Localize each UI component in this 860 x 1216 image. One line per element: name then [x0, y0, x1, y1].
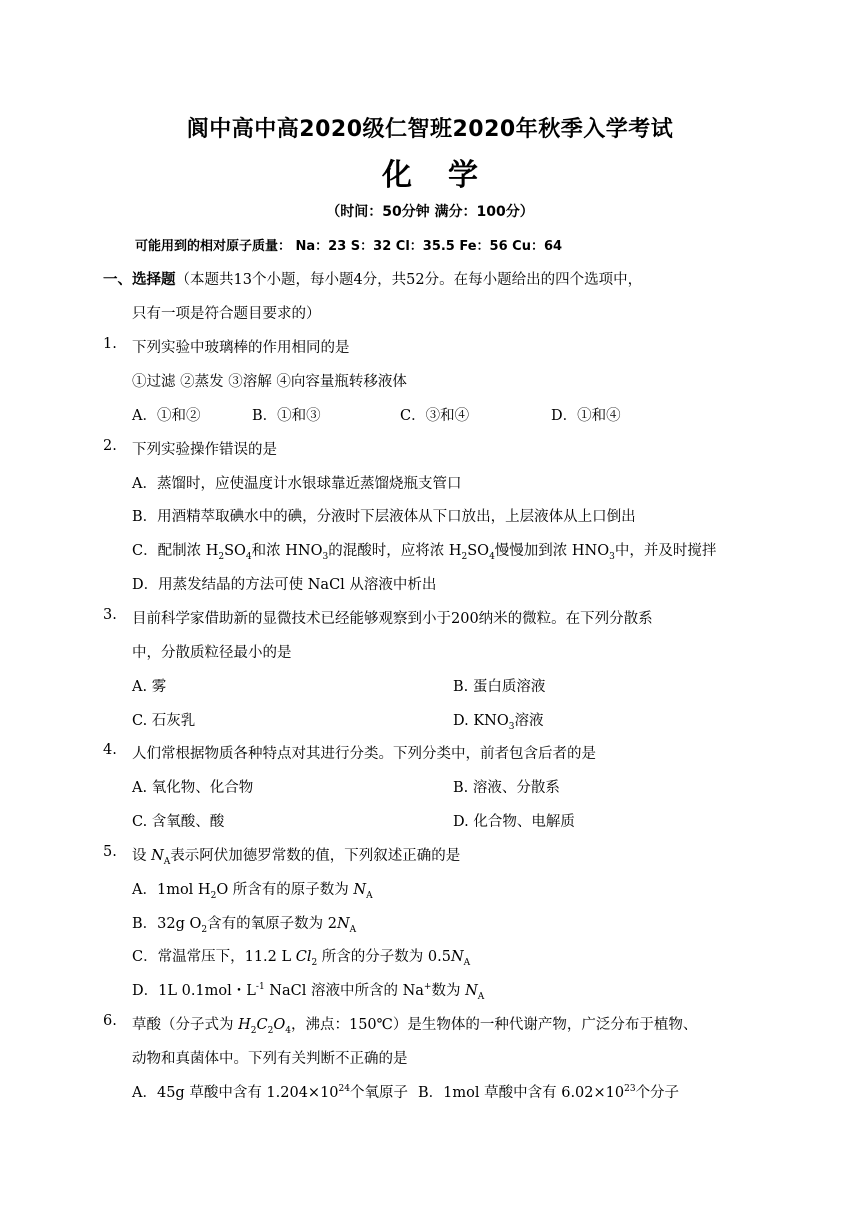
option-d	[453, 709, 543, 730]
avogadro-symbol: N	[336, 916, 350, 932]
question-number: 1.	[103, 336, 117, 352]
subscript: 4	[285, 1025, 291, 1036]
option-d: D．①和④	[551, 408, 621, 424]
text: A．45g 草酸中含有 1.204×10	[132, 1085, 339, 1101]
subscript: 2	[461, 551, 468, 562]
formula-element: O	[273, 1017, 286, 1033]
section-intro-1: （本题共13个小题，每小题4分，共52分。在每小题给出的四个选项中，	[175, 272, 643, 288]
option-c: C. 石灰乳	[132, 713, 196, 729]
subscript: 4	[489, 551, 495, 562]
option-b: B．①和③	[252, 408, 321, 424]
option-d: D．用蒸发结晶的方法可使 NaCl 从溶液中析出	[132, 577, 437, 593]
superscript: 24	[338, 1084, 350, 1095]
text: SO	[467, 543, 490, 559]
option-a	[132, 1081, 408, 1102]
text: O 所含有的原子数为	[216, 882, 354, 898]
subscript: A	[349, 924, 357, 935]
question-number: 6.	[103, 1013, 117, 1029]
question-items: ①过滤 ②蒸发 ③溶解 ④向容量瓶转移液体	[132, 374, 407, 390]
exam-title: 阆中高中高2020级仁智班2020年秋季入学考试	[186, 117, 674, 142]
subscript: 3	[609, 551, 615, 562]
option-a: A. 雾	[132, 679, 167, 695]
text: C．常温常压下，11.2 L	[132, 949, 296, 965]
option-b: B. 蛋白质溶液	[453, 679, 546, 695]
text: SO	[224, 543, 246, 559]
section-label: 一、选择题	[103, 272, 176, 288]
question-number: 4.	[103, 742, 117, 758]
option-a: A．蒸馏时，应使温度计水银球靠近蒸馏烧瓶支管口	[132, 476, 462, 492]
option-a: A. 氧化物、化合物	[132, 780, 254, 796]
option-b: B. 溶液、分散系	[453, 780, 560, 796]
superscript: 23	[624, 1084, 636, 1095]
subscript: 3	[322, 551, 329, 562]
atomic-mass-line: 可能用到的相对原子质量： Na：23 S：32 Cl：35.5 Fe：56 Cu：64	[135, 239, 563, 254]
question-stem: 下列实验中玻璃棒的作用相同的是	[132, 340, 350, 356]
text: 设	[132, 848, 152, 864]
text: D．1L 0.1mol・L	[132, 983, 256, 999]
subscript: 2	[218, 551, 225, 562]
text: C．配制浓 H	[132, 543, 219, 559]
formula-element: H	[238, 1017, 251, 1033]
question-stem-cont: 动物和真菌体中。下列有关判断不正确的是	[132, 1051, 408, 1067]
subscript: 2	[311, 957, 318, 968]
subscript: 2	[250, 1025, 257, 1036]
avogadro-symbol: N	[465, 983, 478, 999]
text: ，沸点：150℃）是生物体的一种代谢产物，广泛分布于植物、	[290, 1017, 698, 1033]
subscript: 2	[267, 1025, 274, 1036]
subscript: 3	[508, 721, 515, 732]
option-d	[132, 979, 484, 1000]
subscript: A	[163, 856, 171, 867]
option-b: B．用酒精萃取碘水中的碘，分液时下层液体从下口放出，上层液体从上口倒出	[132, 509, 636, 525]
text: 表示阿伏加德罗常数的值，下列叙述正确的是	[170, 848, 461, 864]
text: 和浓 HNO	[251, 543, 323, 559]
option-a	[132, 878, 373, 899]
option-c	[132, 945, 470, 966]
avogadro-symbol: N	[151, 848, 164, 864]
question-stem-cont: 中，分散质粒径最小的是	[132, 645, 292, 661]
superscript: -1	[255, 982, 265, 993]
question-stem: 人们常根据物质各种特点对其进行分类。下列分类中，前者包含后者的是	[132, 746, 596, 762]
text: D. KNO	[453, 713, 509, 729]
section-intro-2: 只有一项是符合题目要求的）	[132, 306, 321, 322]
question-number: 3.	[103, 607, 117, 623]
subscript: 2	[201, 924, 208, 935]
text: 含有的氧原子数为 2	[207, 916, 337, 932]
text: 的混酸时，应将浓 H	[328, 543, 462, 559]
subscript: A	[463, 957, 471, 968]
text: 草酸（分子式为	[132, 1017, 239, 1033]
text: 中，并及时搅拌	[614, 543, 717, 559]
question-number: 2.	[103, 438, 117, 454]
subscript: 4	[245, 551, 252, 562]
text: B．1mol 草酸中含有 6.02×10	[418, 1085, 625, 1101]
avogadro-symbol: N	[450, 949, 464, 965]
subscript: A	[366, 890, 373, 901]
question-stem: 目前科学家借助新的显微技术已经能够观察到小于200纳米的微粒。在下列分散系	[132, 611, 653, 627]
option-d: D. 化合物、电解质	[453, 814, 575, 830]
option-c: C．③和④	[400, 408, 470, 424]
option-b	[418, 1081, 679, 1102]
avogadro-symbol: N	[353, 882, 367, 898]
option-b	[132, 912, 356, 933]
subject-title: 化学	[382, 158, 514, 193]
subscript: 2	[210, 890, 217, 901]
chlorine-symbol: Cl	[295, 949, 312, 965]
text: 溶液	[514, 713, 544, 729]
time-info: （时间：50分钟 满分：100分）	[326, 204, 534, 220]
superscript: +	[423, 982, 432, 993]
text: 个分子	[635, 1085, 680, 1101]
question-stem	[132, 1013, 697, 1034]
text: NaCl 溶液中所含的 Na	[264, 983, 424, 999]
formula-element: C	[256, 1017, 268, 1033]
option-c: C. 含氧酸、酸	[132, 814, 225, 830]
section-heading	[103, 268, 642, 289]
text: 慢慢加到浓 HNO	[494, 543, 610, 559]
text: 所含的分子数为 0.5	[317, 949, 451, 965]
subscript: A	[477, 991, 485, 1002]
text: 个氧原子	[350, 1085, 408, 1101]
option-a: A．①和②	[132, 408, 201, 424]
option-c	[132, 539, 716, 560]
text: A．1mol H	[132, 882, 211, 898]
text: B．32g O	[132, 916, 202, 932]
question-number: 5.	[103, 844, 117, 860]
text: 数为	[431, 983, 466, 999]
question-stem: 下列实验操作错误的是	[132, 442, 277, 458]
question-stem	[132, 844, 460, 865]
